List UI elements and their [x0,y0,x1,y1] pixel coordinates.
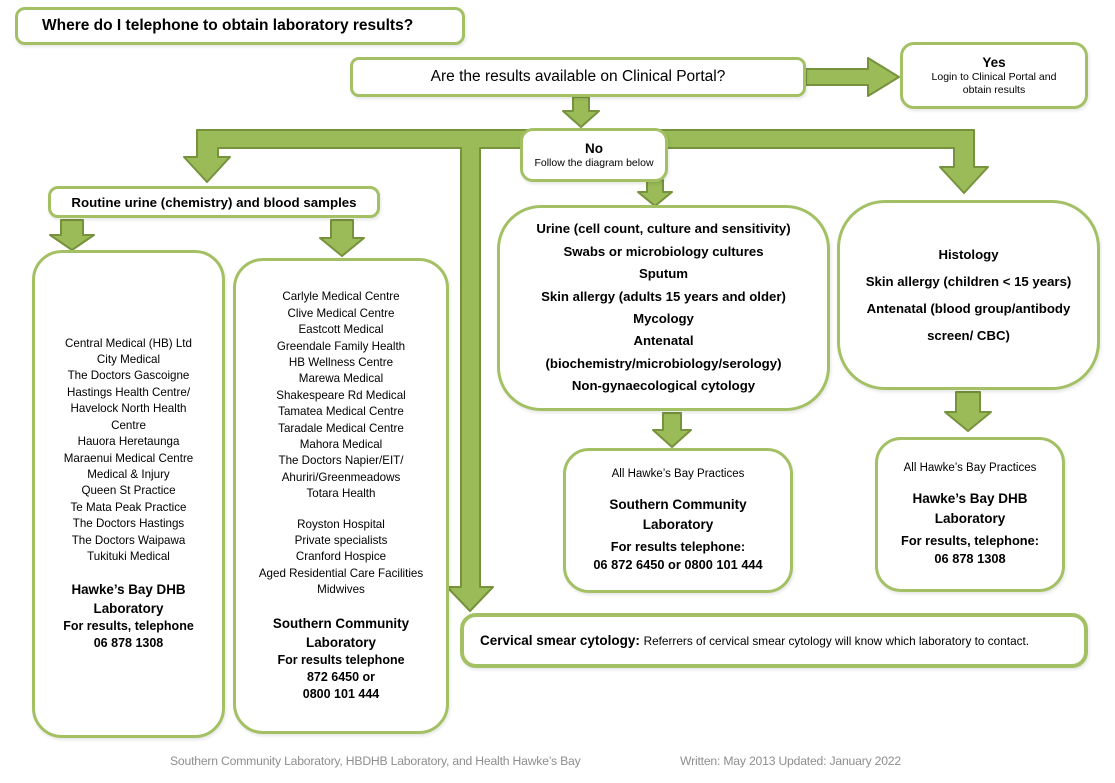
yes-label: Yes [982,55,1006,70]
lab-name: Hawke’s Bay DHB Laboratory [912,491,1028,526]
scl-contact-box [563,448,793,593]
phone-label: For results telephone: [610,539,746,554]
lab-name: Hawke’s Bay DHB Laboratory [71,582,186,617]
cervical-label: Cervical smear cytology: [480,633,644,648]
cervical-text: Referrers of cervical smear cytology will know which laboratory to contact. [643,633,1030,648]
question-box [350,57,806,97]
hbdhb-practices-box [32,250,225,738]
yes-description: Login to Clinical Portal and obtain results [931,71,1057,96]
hbdhb-contact-box [875,437,1065,592]
phone-number: 06 872 6450 or 0800 101 444 [593,557,763,572]
no-description: Follow the diagram below [534,157,654,169]
title-box [15,7,465,45]
phone-label: For results, telephone: [901,533,1039,548]
page-title: Where do I telephone to obtain laboratory results? [42,17,414,34]
test-list: Urine (cell count, culture and sensitivity) Swabs or microbiology cultures Sputum Skin allergy (adults 15 years and older) Mycology Antenatal (biochemistry/microbiology/serology) Non-gynaecological cytology [536,221,791,394]
micro-tests-box [497,205,830,411]
routine-samples-box [48,186,380,218]
phone-number: 06 878 1308 [934,551,1006,566]
lab-name: Southern Community Laboratory [272,615,410,650]
urine-down-arrow [653,413,691,447]
test-list: Histology Skin allergy (children < 15 years) Antenatal (blood group/antibody screen/ CBC) [865,247,1072,343]
yes-box [900,42,1088,109]
footer-dates: Written: May 2013 Updated: January 2022 [680,754,901,768]
cervical-cytology-box [460,613,1088,668]
no-label: No [585,141,603,156]
no-to-urine-arrow [638,180,672,206]
routine-right-arrow [320,220,364,256]
routine-left-arrow [50,220,94,250]
practice-list: Carlyle Medical Centre Clive Medical Centre Eastcott Medical Greendale Family Health HB Wellness Centre Marewa Medical Shakespeare Rd Medical Tamatea Medical Centre Taradale Medical Centre Mahora Medical The Doctors Napier/EIT/ Ahuriri/Greenmeadows Totara Health [276,290,406,501]
phone-number: 872 6450 or 0800 101 444 [302,669,380,701]
phone-number: 06 878 1308 [93,636,164,651]
yes-arrow [806,58,899,96]
scl-practices-box [233,258,449,734]
phone-label: For results telephone [277,652,405,667]
practice-list: Central Medical (HB) Ltd City Medical The Doctors Gascoigne Hastings Health Centre/ Havelock North Health Centre Hauora Heretaunga Maraenui Medical Centre Medical & Injury Queen St Practice Te Mata Peak Practice The Doctors Hastings The Doctors Waipawa Tukituki Medical [63,336,194,563]
footer-source: Southern Community Laboratory, HBDHB Laboratory, and Health Hawke’s Bay [170,754,581,768]
phone-label: For results, telephone [63,619,194,634]
question-to-no-arrow [563,97,599,127]
histology-down-arrow [945,392,991,431]
practice-list-secondary: Royston Hospital Private specialists Cranford Hospice Aged Residential Care Facilities Midwives [258,517,424,597]
practices-header: All Hawke’s Bay Practices [903,462,1037,474]
lab-name: Southern Community Laboratory [609,497,747,532]
no-box [520,128,668,182]
routine-samples-label: Routine urine (chemistry) and blood samples [71,194,357,210]
histology-tests-box [837,200,1100,390]
question-text: Are the results available on Clinical Portal? [430,68,726,85]
practices-header: All Hawke’s Bay Practices [611,468,745,480]
